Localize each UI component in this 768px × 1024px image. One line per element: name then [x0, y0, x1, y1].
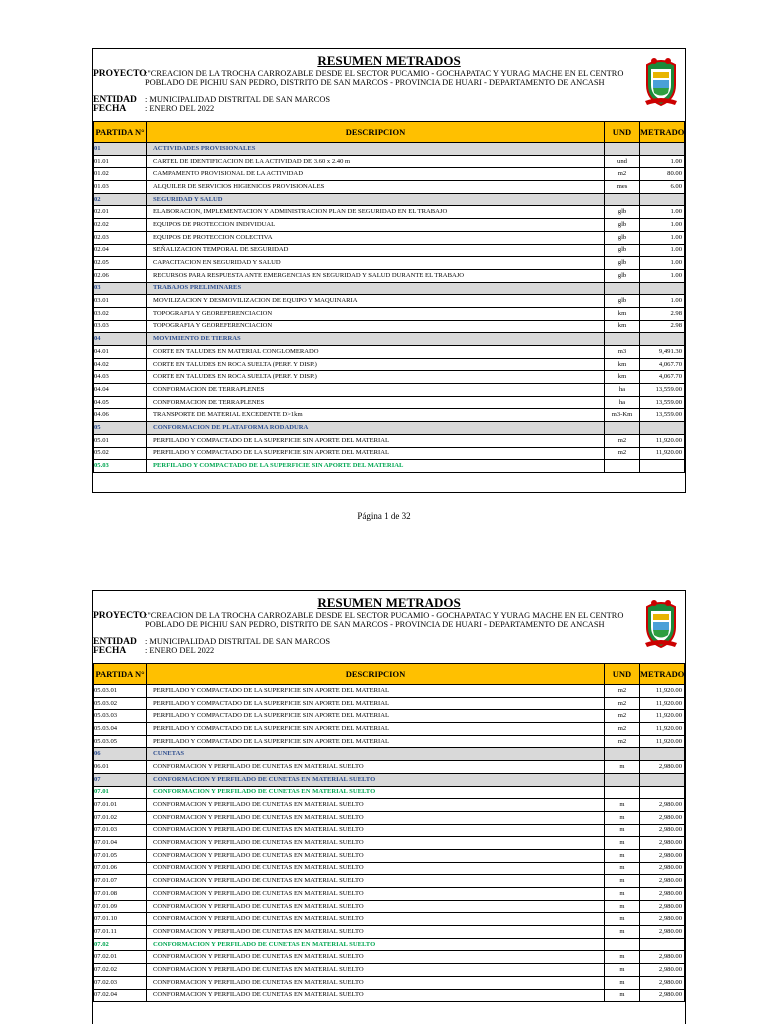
metrado-cell: 2,980.00	[640, 951, 685, 964]
descripcion-cell: CONFORMACION Y PERFILADO DE CUNETAS EN MATERIAL SUELTO	[147, 849, 605, 862]
metrado-cell: 11,920.00	[640, 447, 685, 460]
col-metrado: METRADO	[640, 122, 685, 143]
partida-cell: 04.05	[94, 396, 147, 409]
und-cell: m	[605, 926, 640, 939]
partida-cell: 04.04	[94, 384, 147, 397]
entidad-label: ENTIDAD	[93, 95, 137, 105]
descripcion-cell: MOVILIZACION Y DESMOVILIZACION DE EQUIPO Y MAQUINARIA	[147, 295, 605, 308]
metrado-cell: 2,980.00	[640, 976, 685, 989]
metrado-cell: 2,980.00	[640, 811, 685, 824]
col-metrado: METRADO	[640, 664, 685, 685]
table-row	[94, 434, 685, 447]
metrado-cell: 2,980.00	[640, 926, 685, 939]
und-cell	[605, 282, 640, 295]
partida-cell: 05.03.01	[94, 685, 147, 698]
descripcion-cell: ACTIVIDADES PROVISIONALES	[147, 143, 605, 156]
proyecto-value: :"CREACIÓN DE LA TROCHA CARROZABLE DESDE EL SECTOR PUCAMIO - GOCHAPATAC Y YURAG MACHE EN EL CENTRO POBLADO DE PICHIU SAN PEDRO, DISTRITO DE SAN MARCOS - PROVINCIA DE HUARI - DEPARTAMENTO DE ANCASH	[145, 70, 626, 87]
metrado-cell: 6.00	[640, 181, 685, 194]
table-row	[94, 358, 685, 371]
metrado-cell: 11,920.00	[640, 710, 685, 723]
partida-cell: 07	[94, 773, 147, 786]
descripcion-cell: CONFORMACION DE TERRAPLENES	[147, 384, 605, 397]
partida-cell: 05.02	[94, 447, 147, 460]
descripcion-cell: PERFILADO Y COMPACTADO DE LA SUPERFICIE SIN APORTE DEL MATERIAL	[147, 723, 605, 736]
col-partida: PARTIDA N°	[94, 122, 147, 143]
table-row	[94, 244, 685, 257]
und-cell: m	[605, 837, 640, 850]
metrado-cell: 1.00	[640, 295, 685, 308]
und-cell: glb	[605, 244, 640, 257]
subsection-row	[94, 460, 685, 473]
partida-cell: 03.02	[94, 307, 147, 320]
proyecto-label: PROYECTO	[93, 611, 147, 621]
descripcion-cell: CORTE EN TALUDES EN ROCA SUELTA (PERF. Y DISP.)	[147, 371, 605, 384]
table-row	[94, 155, 685, 168]
metrado-cell: 2,980.00	[640, 799, 685, 812]
section-row	[94, 143, 685, 156]
partida-cell: 04.02	[94, 358, 147, 371]
entidad-value: : MUNICIPALIDAD DISTRITAL DE SAN MARCOS	[145, 95, 331, 104]
descripcion-cell: CONFORMACION DE TERRAPLENES	[147, 396, 605, 409]
partida-cell: 01.02	[94, 168, 147, 181]
metrado-cell: 13,559.00	[640, 396, 685, 409]
table-row	[94, 989, 685, 1002]
und-cell	[605, 460, 640, 473]
metrado-cell	[640, 786, 685, 799]
descripcion-cell: CONFORMACION Y PERFILADO DE CUNETAS EN MATERIAL SUELTO	[147, 976, 605, 989]
descripcion-cell: PERFILADO Y COMPACTADO DE LA SUPERFICIE SIN APORTE DEL MATERIAL	[147, 735, 605, 748]
und-cell: m	[605, 761, 640, 774]
und-cell: m3	[605, 346, 640, 359]
metrado-cell: 13,559.00	[640, 409, 685, 422]
partida-cell: 07.02.02	[94, 964, 147, 977]
descripcion-cell: ELABORACION, IMPLEMENTACION Y ADMINISTRACION PLAN DE SEGURIDAD EN EL TRABAJO	[147, 206, 605, 219]
descripcion-cell: CONFORMACION Y PERFILADO DE CUNETAS EN MATERIAL SUELTO	[147, 773, 605, 786]
partida-cell: 02.06	[94, 269, 147, 282]
metrado-cell: 2,980.00	[640, 824, 685, 837]
subsection-row	[94, 938, 685, 951]
table-row	[94, 799, 685, 812]
metrado-cell: 11,920.00	[640, 697, 685, 710]
partida-cell: 03.03	[94, 320, 147, 333]
und-cell	[605, 786, 640, 799]
partida-cell: 01	[94, 143, 147, 156]
page-footer: Página 1 de 32	[357, 511, 411, 521]
page-header	[93, 591, 685, 663]
metrado-cell: 1.00	[640, 155, 685, 168]
und-cell	[605, 333, 640, 346]
partida-cell: 07.01.10	[94, 913, 147, 926]
proyecto-value: :"CREACIÓN DE LA TROCHA CARROZABLE DESDE EL SECTOR PUCAMIO - GOCHAPATAC Y YURAG MACHE EN EL CENTRO POBLADO DE PICHIU SAN PEDRO, DISTRITO DE SAN MARCOS - PROVINCIA DE HUARI - DEPARTAMENTO DE ANCASH	[145, 612, 626, 629]
fecha-value: : ENERO DEL 2022	[145, 103, 215, 113]
descripcion-cell: PERFILADO Y COMPACTADO DE LA SUPERFICIE SIN APORTE DEL MATERIAL	[147, 710, 605, 723]
metrado-cell: 1.00	[640, 257, 685, 270]
partida-cell: 07.01.05	[94, 849, 147, 862]
und-cell: m	[605, 875, 640, 888]
table-row	[94, 295, 685, 308]
partida-cell: 07.01.06	[94, 862, 147, 875]
col-partida: PARTIDA N°	[94, 664, 147, 685]
partida-cell: 03	[94, 282, 147, 295]
table-row	[94, 710, 685, 723]
descripcion-cell: PERFILADO Y COMPACTADO DE LA SUPERFICIE SIN APORTE DEL MATERIAL	[147, 697, 605, 710]
partida-cell: 07.01.04	[94, 837, 147, 850]
proyecto-label: PROYECTO	[93, 69, 147, 79]
descripcion-cell: PERFILADO Y COMPACTADO DE LA SUPERFICIE SIN APORTE DEL MATERIAL	[147, 434, 605, 447]
und-cell: glb	[605, 206, 640, 219]
und-cell	[605, 748, 640, 761]
metrado-cell: 1.00	[640, 269, 685, 282]
table-row	[94, 926, 685, 939]
metrado-cell	[640, 460, 685, 473]
municipal-crest-icon	[641, 55, 681, 107]
table-row	[94, 811, 685, 824]
partida-cell: 05.01	[94, 434, 147, 447]
und-cell: m2	[605, 434, 640, 447]
partida-cell: 07.02.01	[94, 951, 147, 964]
metrado-cell: 11,920.00	[640, 685, 685, 698]
partida-cell: 02.01	[94, 206, 147, 219]
table-row	[94, 447, 685, 460]
und-cell: m	[605, 913, 640, 926]
partida-cell: 05.03.02	[94, 697, 147, 710]
project-meta	[93, 70, 633, 113]
partida-cell: 07.01.02	[94, 811, 147, 824]
descripcion-cell: CONFORMACION Y PERFILADO DE CUNETAS EN MATERIAL SUELTO	[147, 837, 605, 850]
descripcion-cell: CAPACITACION EN SEGURIDAD Y SALUD	[147, 257, 605, 270]
und-cell: mes	[605, 181, 640, 194]
partida-cell: 07.02.03	[94, 976, 147, 989]
descripcion-cell: PERFILADO Y COMPACTADO DE LA SUPERFICIE SIN APORTE DEL MATERIAL	[147, 447, 605, 460]
descripcion-cell: CONFORMACION DE PLATAFORMA RODADURA	[147, 422, 605, 435]
table-row	[94, 257, 685, 270]
und-cell: m	[605, 976, 640, 989]
col-descripcion: DESCRIPCION	[147, 664, 605, 685]
partida-cell: 07.02.04	[94, 989, 147, 1002]
metrados-table-page-2	[93, 663, 685, 1002]
descripcion-cell: CONFORMACION Y PERFILADO DE CUNETAS EN MATERIAL SUELTO	[147, 888, 605, 901]
partida-cell: 05.03.05	[94, 735, 147, 748]
table-row	[94, 320, 685, 333]
descripcion-cell: CAMPAMENTO PROVISIONAL DE LA ACTIVIDAD	[147, 168, 605, 181]
table-row	[94, 964, 685, 977]
und-cell: m3-Km	[605, 409, 640, 422]
und-cell: m	[605, 900, 640, 913]
descripcion-cell: CONFORMACION Y PERFILADO DE CUNETAS EN MATERIAL SUELTO	[147, 964, 605, 977]
und-cell: m2	[605, 710, 640, 723]
descripcion-cell: CONFORMACION Y PERFILADO DE CUNETAS EN MATERIAL SUELTO	[147, 913, 605, 926]
und-cell	[605, 422, 640, 435]
partida-cell: 05	[94, 422, 147, 435]
descripcion-cell: PERFILADO Y COMPACTADO DE LA SUPERFICIE SIN APORTE DEL MATERIAL	[147, 685, 605, 698]
metrado-cell: 2,980.00	[640, 964, 685, 977]
und-cell: m2	[605, 447, 640, 460]
metrado-cell	[640, 193, 685, 206]
table-row	[94, 837, 685, 850]
metrado-cell: 2,980.00	[640, 837, 685, 850]
partida-cell: 04.06	[94, 409, 147, 422]
table-row	[94, 346, 685, 359]
descripcion-cell: SEGURIDAD Y SALUD	[147, 193, 605, 206]
descripcion-cell: CONFORMACION Y PERFILADO DE CUNETAS EN MATERIAL SUELTO	[147, 938, 605, 951]
descripcion-cell: EQUIPOS DE PROTECCION COLECTIVA	[147, 231, 605, 244]
table-row	[94, 849, 685, 862]
table-body-page-2	[94, 685, 685, 1002]
und-cell: m2	[605, 168, 640, 181]
section-row	[94, 422, 685, 435]
descripcion-cell: CONFORMACION Y PERFILADO DE CUNETAS EN MATERIAL SUELTO	[147, 761, 605, 774]
descripcion-cell: SEÑALIZACION TEMPORAL DE SEGURIDAD	[147, 244, 605, 257]
und-cell: m	[605, 811, 640, 824]
und-cell: m	[605, 888, 640, 901]
metrado-cell: 2,980.00	[640, 862, 685, 875]
partida-cell: 07.01.11	[94, 926, 147, 939]
table-header-row	[94, 664, 685, 685]
metrado-cell	[640, 422, 685, 435]
und-cell: km	[605, 371, 640, 384]
table-row	[94, 761, 685, 774]
table-row	[94, 723, 685, 736]
metrado-cell: 9,491.30	[640, 346, 685, 359]
metrado-cell: 2,980.00	[640, 888, 685, 901]
table-row	[94, 219, 685, 232]
und-cell: m	[605, 951, 640, 964]
table-row	[94, 685, 685, 698]
entidad-value: : MUNICIPALIDAD DISTRITAL DE SAN MARCOS	[145, 637, 331, 646]
table-row	[94, 181, 685, 194]
page-title: RESUMEN METRADOS	[317, 53, 461, 68]
partida-cell: 07.01.03	[94, 824, 147, 837]
descripcion-cell: CUNETAS	[147, 748, 605, 761]
col-descripcion: DESCRIPCION	[147, 122, 605, 143]
descripcion-cell: TRANSPORTE DE MATERIAL EXCEDENTE D>1km	[147, 409, 605, 422]
metrado-cell: 4,067.70	[640, 371, 685, 384]
partida-cell: 06	[94, 748, 147, 761]
table-row	[94, 913, 685, 926]
metrados-table-page-1	[93, 121, 685, 473]
table-row	[94, 269, 685, 282]
metrado-cell	[640, 773, 685, 786]
metrado-cell: 2,980.00	[640, 913, 685, 926]
und-cell: glb	[605, 231, 640, 244]
descripcion-cell: MOVIMIENTO DE TIERRAS	[147, 333, 605, 346]
table-header-row	[94, 122, 685, 143]
col-und: UND	[605, 122, 640, 143]
section-row	[94, 193, 685, 206]
metrado-cell	[640, 143, 685, 156]
section-row	[94, 333, 685, 346]
metrado-cell: 80.00	[640, 168, 685, 181]
partida-cell: 04.01	[94, 346, 147, 359]
und-cell: m2	[605, 723, 640, 736]
partida-cell: 02.04	[94, 244, 147, 257]
metrado-cell: 2,980.00	[640, 875, 685, 888]
fecha-label: FECHA	[93, 103, 127, 114]
section-row	[94, 748, 685, 761]
table-row	[94, 735, 685, 748]
table-row	[94, 206, 685, 219]
und-cell: glb	[605, 257, 640, 270]
table-row	[94, 824, 685, 837]
und-cell: km	[605, 358, 640, 371]
partida-cell: 07.02	[94, 938, 147, 951]
descripcion-cell: CONFORMACION Y PERFILADO DE CUNETAS EN MATERIAL SUELTO	[147, 799, 605, 812]
descripcion-cell: TOPOGRAFIA Y GEOREFERENCIACION	[147, 307, 605, 320]
metrado-cell: 1.00	[640, 244, 685, 257]
project-meta	[93, 612, 633, 655]
table-row	[94, 697, 685, 710]
partida-cell: 07.01.07	[94, 875, 147, 888]
partida-cell: 07.01.01	[94, 799, 147, 812]
subsection-row	[94, 786, 685, 799]
und-cell	[605, 193, 640, 206]
partida-cell: 02	[94, 193, 147, 206]
metrado-cell: 2.98	[640, 320, 685, 333]
descripcion-cell: CONFORMACION Y PERFILADO DE CUNETAS EN MATERIAL SUELTO	[147, 824, 605, 837]
descripcion-cell: CARTEL DE IDENTIFICACION DE LA ACTIVIDAD DE 3.60 x 2.40 m	[147, 155, 605, 168]
descripcion-cell: EQUIPOS DE PROTECCION INDIVIDUAL	[147, 219, 605, 232]
descripcion-cell: CORTE EN TALUDES EN MATERIAL CONGLOMERADO	[147, 346, 605, 359]
partida-cell: 05.03	[94, 460, 147, 473]
metrado-cell: 1.00	[640, 231, 685, 244]
fecha-label: FECHA	[93, 645, 127, 656]
municipal-crest-icon	[641, 597, 681, 649]
page-title: RESUMEN METRADOS	[317, 595, 461, 610]
metrado-cell: 13,559.00	[640, 384, 685, 397]
und-cell: ha	[605, 396, 640, 409]
und-cell: m	[605, 862, 640, 875]
descripcion-cell: PERFILADO Y COMPACTADO DE LA SUPERFICIE SIN APORTE DEL MATERIAL	[147, 460, 605, 473]
partida-cell: 07.01	[94, 786, 147, 799]
partida-cell: 01.01	[94, 155, 147, 168]
table-row	[94, 888, 685, 901]
und-cell: ha	[605, 384, 640, 397]
und-cell: m	[605, 964, 640, 977]
und-cell: km	[605, 307, 640, 320]
table-row	[94, 409, 685, 422]
metrado-cell: 2,980.00	[640, 900, 685, 913]
und-cell: glb	[605, 219, 640, 232]
und-cell: m	[605, 824, 640, 837]
descripcion-cell: TRABAJOS PRELIMINARES	[147, 282, 605, 295]
und-cell: m2	[605, 685, 640, 698]
col-und: UND	[605, 664, 640, 685]
descripcion-cell: CORTE EN TALUDES EN ROCA SUELTA (PERF. Y DISP.)	[147, 358, 605, 371]
metrado-cell: 2.98	[640, 307, 685, 320]
metrado-cell: 4,067.70	[640, 358, 685, 371]
metrado-cell: 2,980.00	[640, 849, 685, 862]
table-row	[94, 231, 685, 244]
descripcion-cell: CONFORMACION Y PERFILADO DE CUNETAS EN MATERIAL SUELTO	[147, 862, 605, 875]
descripcion-cell: CONFORMACION Y PERFILADO DE CUNETAS EN MATERIAL SUELTO	[147, 900, 605, 913]
partida-cell: 04.03	[94, 371, 147, 384]
section-row	[94, 282, 685, 295]
metrado-cell	[640, 333, 685, 346]
partida-cell: 02.05	[94, 257, 147, 270]
table-row	[94, 371, 685, 384]
page-header	[93, 49, 685, 121]
metrado-cell: 11,920.00	[640, 723, 685, 736]
descripcion-cell: TOPOGRAFIA Y GEOREFERENCIACION	[147, 320, 605, 333]
und-cell: m2	[605, 735, 640, 748]
und-cell: m	[605, 989, 640, 1002]
und-cell	[605, 938, 640, 951]
partida-cell: 06.01	[94, 761, 147, 774]
table-row	[94, 307, 685, 320]
und-cell: glb	[605, 295, 640, 308]
section-row	[94, 773, 685, 786]
descripcion-cell: CONFORMACION Y PERFILADO DE CUNETAS EN MATERIAL SUELTO	[147, 786, 605, 799]
partida-cell: 07.01.09	[94, 900, 147, 913]
partida-cell: 02.03	[94, 231, 147, 244]
metrado-cell: 11,920.00	[640, 434, 685, 447]
und-cell	[605, 773, 640, 786]
entidad-label: ENTIDAD	[93, 637, 137, 647]
partida-cell: 05.03.04	[94, 723, 147, 736]
partida-cell: 05.03.03	[94, 710, 147, 723]
descripcion-cell: ALQUILER DE SERVICIOS HIGIENICOS PROVISIONALES	[147, 181, 605, 194]
und-cell: m	[605, 849, 640, 862]
fecha-value: : ENERO DEL 2022	[145, 645, 215, 655]
partida-cell: 07.01.08	[94, 888, 147, 901]
metrado-cell	[640, 938, 685, 951]
partida-cell: 01.03	[94, 181, 147, 194]
partida-cell: 03.01	[94, 295, 147, 308]
table-body-page-1	[94, 143, 685, 473]
und-cell: km	[605, 320, 640, 333]
descripcion-cell: RECURSOS PARA RESPUESTA ANTE EMERGENCIAS EN SEGURIDAD Y SALUD DURANTE EL TRABAJO	[147, 269, 605, 282]
metrado-cell: 1.00	[640, 219, 685, 232]
und-cell: m2	[605, 697, 640, 710]
metrado-cell: 2,980.00	[640, 761, 685, 774]
descripcion-cell: CONFORMACION Y PERFILADO DE CUNETAS EN MATERIAL SUELTO	[147, 811, 605, 824]
table-row	[94, 862, 685, 875]
und-cell: m	[605, 799, 640, 812]
metrado-cell: 2,980.00	[640, 989, 685, 1002]
metrado-cell: 1.00	[640, 206, 685, 219]
table-row	[94, 976, 685, 989]
und-cell: glb	[605, 269, 640, 282]
und-cell: und	[605, 155, 640, 168]
descripcion-cell: CONFORMACION Y PERFILADO DE CUNETAS EN MATERIAL SUELTO	[147, 875, 605, 888]
und-cell	[605, 143, 640, 156]
partida-cell: 04	[94, 333, 147, 346]
descripcion-cell: CONFORMACION Y PERFILADO DE CUNETAS EN MATERIAL SUELTO	[147, 926, 605, 939]
document-page-1	[92, 48, 686, 493]
table-row	[94, 168, 685, 181]
metrado-cell	[640, 748, 685, 761]
metrado-cell	[640, 282, 685, 295]
table-row	[94, 875, 685, 888]
partida-cell: 02.02	[94, 219, 147, 232]
table-row	[94, 900, 685, 913]
table-row	[94, 951, 685, 964]
descripcion-cell: CONFORMACION Y PERFILADO DE CUNETAS EN MATERIAL SUELTO	[147, 989, 605, 1002]
metrado-cell: 11,920.00	[640, 735, 685, 748]
table-row	[94, 384, 685, 397]
table-row	[94, 396, 685, 409]
descripcion-cell: CONFORMACION Y PERFILADO DE CUNETAS EN MATERIAL SUELTO	[147, 951, 605, 964]
document-page-2	[92, 590, 686, 1024]
